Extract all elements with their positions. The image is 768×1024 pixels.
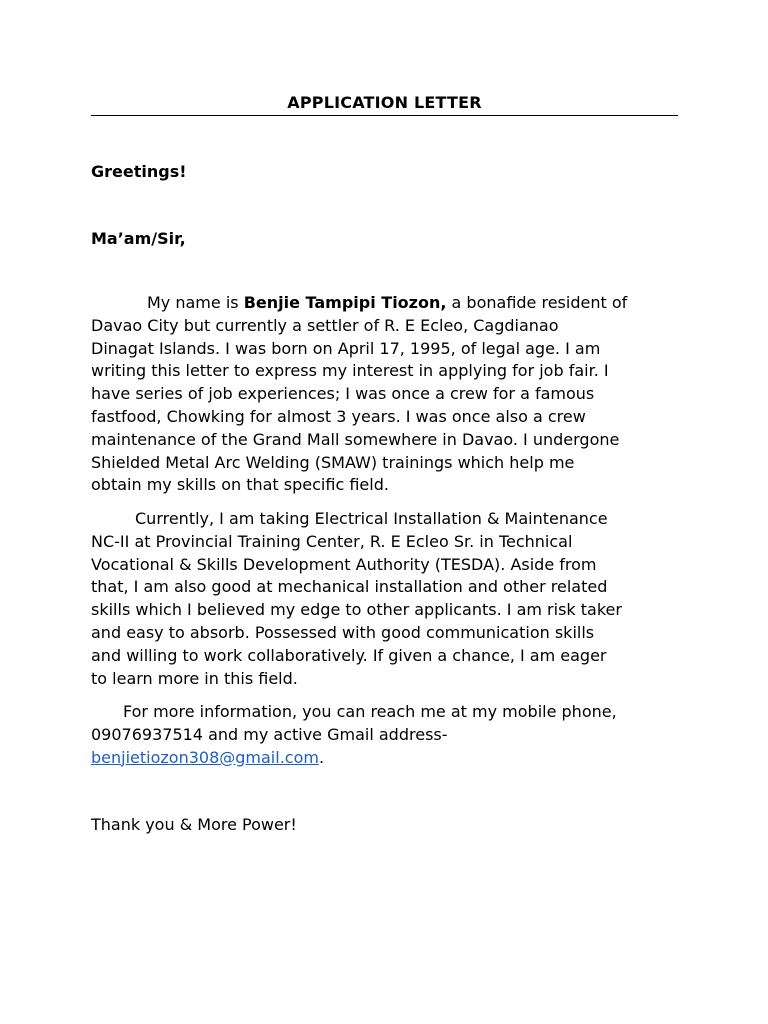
contact-end: . [318, 747, 325, 767]
training-line4: that, I am also good at mechanical installation and other related [91, 577, 608, 597]
training-line3: Vocational & Skills Development Authority (TESDA). Aside from [91, 554, 597, 574]
intro-line1-rest: a bonafide resident of [446, 293, 628, 312]
letter-title: APPLICATION LETTER [287, 93, 482, 112]
title-underline [91, 115, 678, 116]
intro-line7: maintenance of the Grand Mall somewhere in Davao. I undergone [91, 429, 620, 449]
contact-line1: For more information, you can reach me at my mobile phone, [123, 702, 617, 721]
intro-line2: Davao City but currently a settler of R. E Ecleo, Cagdianao [91, 315, 559, 335]
applicant-name: Benjie Tampipi Tiozon, [243, 293, 447, 312]
salutation: Ma’am/Sir, [91, 229, 186, 248]
greeting: Greetings! [91, 162, 187, 181]
training-line5: skills which I believed my edge to other applicants. I am risk taker [91, 600, 622, 620]
email-link[interactable]: benjietiozon308@gmail.com [91, 747, 319, 767]
intro-line8: Shielded Metal Arc Welding (SMAW) trainings which help me [91, 452, 575, 472]
paragraph-contact [91, 701, 691, 769]
training-line8: to learn more in this field. [91, 668, 298, 688]
training-line6: and easy to absorb. Possessed with good communication skills [91, 622, 595, 642]
training-line7: and willing to work collaboratively. If given a chance, I am eager [91, 645, 607, 665]
paragraph-introduction [91, 292, 691, 497]
intro-line4: writing this letter to express my interest in applying for job fair. I [91, 361, 609, 381]
contact-line2: 09076937514 and my active Gmail address- [91, 724, 448, 744]
intro-line3: Dinagat Islands. I was born on April 17, 1995, of legal age. I am [91, 338, 601, 358]
closing-remark: Thank you & More Power! [91, 815, 297, 834]
intro-line9: obtain my skills on that specific field. [91, 475, 389, 495]
intro-line5: have series of job experiences; I was once a crew for a famous [91, 384, 595, 404]
intro-text: My name is [147, 293, 244, 312]
training-line2: NC-II at Provincial Training Center, R. E Ecleo Sr. in Technical [91, 531, 573, 551]
paragraph-training [91, 508, 691, 690]
training-line1: Currently, I am taking Electrical Installation & Maintenance [135, 509, 608, 528]
intro-line6: fastfood, Chowking for almost 3 years. I was once also a crew [91, 406, 586, 426]
